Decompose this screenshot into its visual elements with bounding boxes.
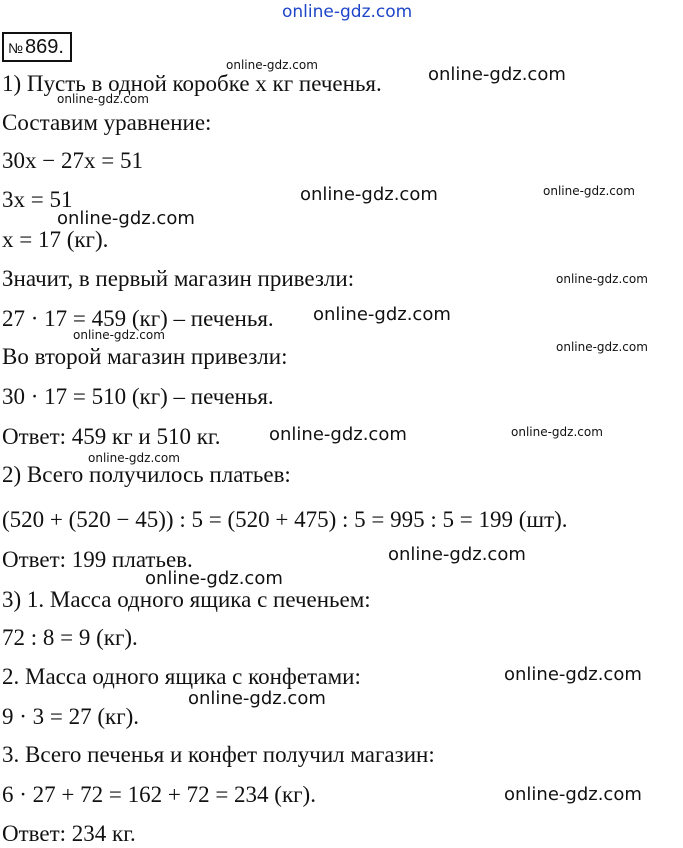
watermark: online-gdz.com: [388, 544, 526, 565]
watermark: online-gdz.com: [73, 328, 165, 342]
watermark: online-gdz.com: [269, 424, 407, 445]
solution-line-6: Значит, в первый магазин привезли:: [2, 266, 355, 291]
solution-line-3: 30x − 27x = 51: [2, 148, 143, 173]
solution-line-13: Ответ: 199 платьев.: [2, 547, 193, 572]
watermark: online-gdz.com: [88, 451, 180, 465]
site-watermark: online-gdz.com: [282, 2, 413, 22]
solution-line-12: (520 + (520 − 45)) : 5 = (520 + 475) : 5 = 995 : 5 = 199 (шт).: [2, 507, 568, 532]
solution-line-16: 2. Масса одного ящика с конфетами:: [2, 664, 361, 689]
solution-line-14: 3) 1. Масса одного ящика с печеньем:: [2, 587, 371, 612]
number-sign: №: [8, 40, 24, 56]
solution-line-17: 9 · 3 = 27 (кг).: [2, 704, 140, 729]
watermark: online-gdz.com: [188, 688, 326, 709]
solution-line-15: 72 : 8 = 9 (кг).: [2, 625, 138, 650]
problem-number: 869.: [25, 36, 64, 58]
watermark: online-gdz.com: [428, 64, 566, 85]
solution-line-18: 3. Всего печенья и конфет получил магазин:: [2, 742, 435, 767]
solution-line-2: Составим уравнение:: [2, 110, 212, 135]
watermark: online-gdz.com: [57, 208, 195, 229]
watermark: online-gdz.com: [145, 568, 283, 589]
solution-line-7: 27 · 17 = 459 (кг) – печенья.: [2, 306, 274, 331]
solution-line-19: 6 · 27 + 72 = 162 + 72 = 234 (кг).: [2, 782, 316, 807]
solution-line-11: 2) Всего получилось платьев:: [2, 462, 291, 487]
problem-number-box: [2, 32, 72, 62]
solution-line-5: x = 17 (кг).: [2, 227, 109, 252]
watermark: online-gdz.com: [511, 425, 603, 439]
solution-line-1: 1) Пусть в одной коробке x кг печенья.: [2, 71, 382, 96]
solution-line-9: 30 · 17 = 510 (кг) – печенья.: [2, 384, 274, 409]
watermark: online-gdz.com: [226, 58, 318, 72]
solution-line-8: Во второй магазин привезли:: [2, 344, 288, 369]
solution-line-4: 3x = 51: [2, 187, 73, 212]
watermark: online-gdz.com: [543, 184, 635, 198]
solution-line-20: Ответ: 234 кг.: [2, 821, 136, 846]
watermark: online-gdz.com: [57, 92, 149, 106]
watermark: online-gdz.com: [504, 664, 642, 685]
watermark: online-gdz.com: [313, 304, 451, 325]
watermark: online-gdz.com: [300, 184, 438, 205]
solution-line-10: Ответ: 459 кг и 510 кг.: [2, 424, 221, 449]
watermark: online-gdz.com: [556, 340, 648, 354]
watermark: online-gdz.com: [556, 272, 648, 286]
watermark: online-gdz.com: [504, 784, 642, 805]
